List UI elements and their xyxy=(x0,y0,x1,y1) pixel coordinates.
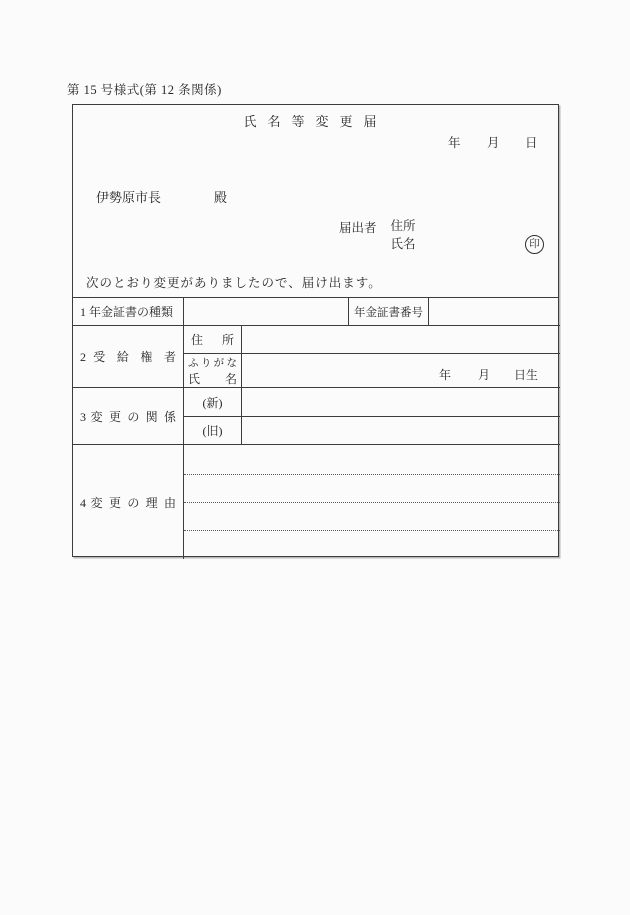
row4-reason-input-cell xyxy=(184,445,560,559)
form-title: 氏名等変更届 xyxy=(243,114,388,129)
form-box xyxy=(72,104,559,557)
row1-cert-number-label-cell: 年金証書番号 xyxy=(349,298,429,326)
change-table xyxy=(73,297,558,558)
dotted-rule xyxy=(184,474,560,475)
furigana-label: ふりがな xyxy=(188,358,237,369)
row2-name-input-cell xyxy=(242,354,560,388)
birth-year-label: 年 xyxy=(439,368,452,382)
row4-label-cell xyxy=(73,445,184,559)
form-number-caption: 第 15 号様式(第 12 条関係) xyxy=(67,83,222,97)
address-label: 住 所 xyxy=(191,333,234,347)
row3-label: 3 変 更 の 関 係 xyxy=(80,409,176,424)
intro-text: 次のとおり変更がありましたので、届け出ます。 xyxy=(86,276,382,290)
row2-label-cell xyxy=(73,326,184,388)
row1-label-cell: 1 年金証書の種類 xyxy=(73,298,184,326)
row2-address-label-cell xyxy=(184,326,242,354)
row3-old-input-cell xyxy=(242,417,560,445)
row3-new-label-cell: (新) xyxy=(184,388,242,417)
declarant-label: 届出者 xyxy=(339,221,377,235)
row1-cert-number-input-cell xyxy=(429,298,560,326)
dotted-rule xyxy=(184,502,560,503)
honorific-label: 殿 xyxy=(214,190,228,205)
seal-icon: 印 xyxy=(525,235,544,254)
row3-label-cell xyxy=(73,388,184,445)
declarant-name-label: 氏名 xyxy=(390,236,416,251)
row2-label: 2 受 給 権 者 xyxy=(80,350,176,364)
birth-day-label: 日生 xyxy=(514,368,539,382)
row4-label: 4 変 更 の 理 由 xyxy=(80,495,176,510)
name-label: 氏 名 xyxy=(188,372,237,386)
row2-address-input-cell xyxy=(242,326,560,354)
dotted-rule xyxy=(184,530,560,531)
row3-new-input-cell xyxy=(242,388,560,417)
birth-month-label: 月 xyxy=(478,368,491,382)
row1-type-input-cell xyxy=(184,298,349,326)
date-day-label: 日 xyxy=(525,136,538,150)
mayor-title: 伊勢原市長 xyxy=(96,190,162,205)
date-year-label: 年 xyxy=(448,136,461,150)
declarant-address-label: 住所 xyxy=(390,219,416,233)
date-line xyxy=(73,133,558,149)
row2-name-label-cell xyxy=(184,354,242,388)
addressee-line xyxy=(96,187,227,206)
declarant-block xyxy=(339,218,416,253)
row3-old-label-cell: (旧) xyxy=(184,417,242,445)
date-month-label: 月 xyxy=(487,136,500,150)
